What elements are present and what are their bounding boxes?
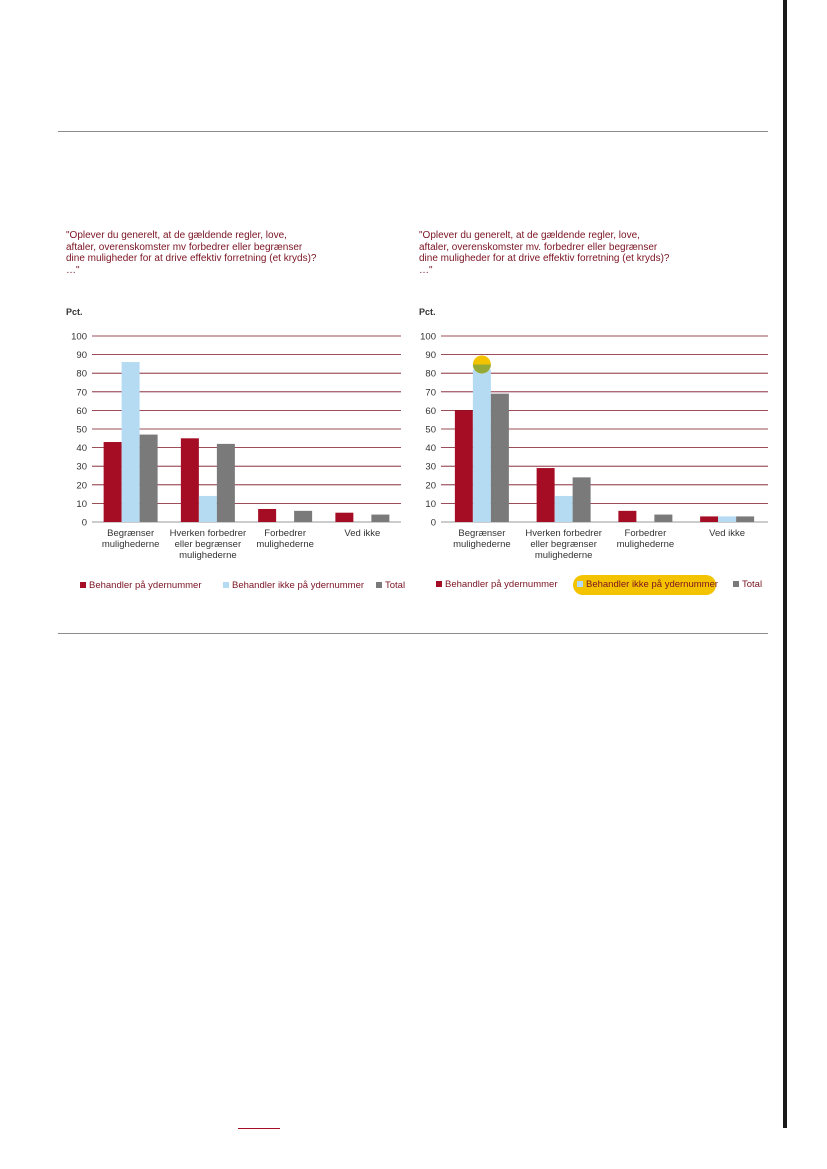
bar (181, 438, 199, 522)
bottom-rule (58, 633, 768, 634)
pct-label-left: Pct. (66, 307, 83, 317)
legend-swatch (733, 581, 739, 587)
y-tick-label: 40 (425, 443, 436, 455)
y-tick-label: 30 (425, 461, 436, 473)
legend-label: Total (742, 579, 763, 590)
category-label: Ved ikke (344, 528, 381, 539)
y-tick-label: 30 (76, 461, 87, 473)
legend-swatch (223, 582, 229, 588)
bar (700, 516, 718, 522)
bar (294, 511, 312, 522)
category-label: Hverken forbedrer eller begrænser mulighederne (169, 528, 247, 561)
chart-question-right: "Oplever du generelt, at de gældende regler, love, aftaler, overenskomster mv. forbedrer eller begrænser dine muligheder for at drive effektiv forretning (et kryds)? …" (419, 230, 670, 276)
bar (555, 496, 573, 522)
bar (573, 477, 591, 522)
legend-label: Total (385, 580, 406, 591)
y-tick-label: 10 (425, 498, 436, 510)
pct-label-right: Pct. (419, 307, 436, 317)
bar (654, 515, 672, 522)
y-tick-label: 80 (425, 368, 436, 380)
y-tick-label: 90 (76, 350, 87, 362)
bar (371, 515, 389, 522)
page-edge (783, 0, 787, 1128)
category-label: Begrænser mulighederne (453, 528, 511, 550)
y-tick-label: 20 (425, 480, 436, 492)
y-tick-label: 60 (425, 405, 436, 417)
category-label: Hverken forbedrer eller begrænser mulighederne (525, 528, 602, 561)
category-label: Begrænser mulighederne (101, 528, 160, 550)
top-rule (58, 131, 768, 132)
y-tick-label: 100 (71, 331, 87, 343)
bar (104, 442, 122, 522)
legend-label: Behandler på ydernummer (89, 580, 202, 591)
y-tick-label: 70 (425, 387, 436, 399)
bar (217, 444, 235, 522)
category-label: Forbedrer mulighederne (616, 528, 675, 550)
bar (537, 468, 555, 522)
bar (258, 509, 276, 522)
y-tick-label: 80 (76, 368, 87, 380)
bar (473, 369, 491, 522)
footer-mark (238, 1128, 280, 1129)
chart-question-left: "Oplever du generelt, at de gældende regler, love, aftaler, overenskomster mv forbedrer eller begrænser dine muligheder for at drive effektiv forretning (et kryds)? …" (66, 230, 317, 276)
bar (618, 511, 636, 522)
bar (718, 516, 736, 522)
y-tick-label: 70 (76, 387, 87, 399)
y-tick-label: 20 (76, 480, 87, 492)
y-tick-label: 50 (76, 424, 87, 436)
bar-chart-left (58, 326, 410, 598)
y-tick-label: 0 (430, 517, 436, 529)
y-tick-label: 100 (420, 331, 436, 343)
y-tick-label: 60 (76, 405, 87, 417)
y-tick-label: 90 (425, 350, 436, 362)
legend-label: Behandler på ydernummer (445, 579, 558, 590)
bar (140, 435, 158, 522)
bar (335, 513, 353, 522)
legend-label: Behandler ikke på ydernummer (232, 580, 365, 591)
category-label: Forbedrer mulighederne (256, 528, 314, 550)
bar-chart-right (410, 326, 775, 598)
y-tick-label: 0 (81, 517, 87, 529)
category-label: Ved ikke (709, 528, 746, 539)
y-tick-label: 50 (425, 424, 436, 436)
y-tick-label: 40 (76, 443, 87, 455)
legend-swatch (436, 581, 442, 587)
legend-swatch (577, 581, 583, 587)
bar (736, 516, 754, 522)
legend-swatch (80, 582, 86, 588)
legend-label: Behandler ikke på ydernummer (586, 579, 719, 590)
bar (122, 362, 140, 522)
legend-swatch (376, 582, 382, 588)
y-tick-label: 10 (76, 498, 87, 510)
bar (455, 410, 473, 522)
bar (491, 394, 509, 522)
bar (199, 496, 217, 522)
